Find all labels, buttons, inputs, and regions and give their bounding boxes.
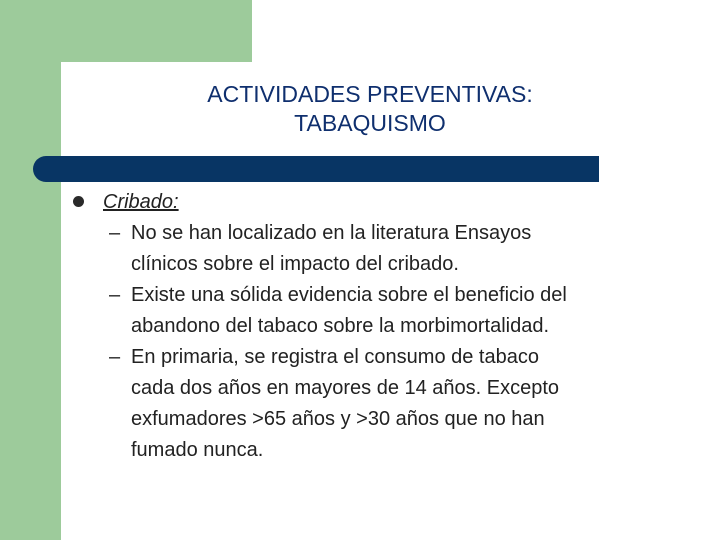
slide-title	[110, 80, 630, 138]
sub-item-line: clínicos sobre el impacto del cribado.	[131, 253, 459, 275]
sub-item-line: exfumadores >65 años y >30 años que no han	[131, 408, 545, 430]
bullet-item-cribado	[73, 187, 673, 218]
dash-icon: –	[109, 346, 121, 368]
sub-item-line: abandono del tabaco sobre la morbimortalidad.	[131, 315, 550, 337]
slide-body	[73, 187, 673, 466]
title-divider-bar	[33, 156, 599, 182]
sub-item-1	[73, 218, 673, 280]
title-line-1: ACTIVIDADES PREVENTIVAS:	[207, 81, 533, 107]
title-line-2: TABAQUISMO	[294, 110, 446, 136]
sub-item-line: Existe una sólida evidencia sobre el beneficio del	[131, 284, 567, 306]
dash-icon: –	[109, 284, 121, 306]
sub-item-line: En primaria, se registra el consumo de tabaco	[131, 346, 539, 368]
bullet-dot-icon	[73, 196, 84, 207]
bullet-label: Cribado:	[103, 191, 179, 213]
sub-item-line: No se han localizado en la literatura Ensayos	[131, 222, 532, 244]
sub-item-line: cada dos años en mayores de 14 años. Excepto	[131, 377, 560, 399]
sub-item-3	[73, 342, 673, 466]
dash-icon: –	[109, 222, 121, 244]
green-side-strip	[0, 0, 61, 540]
sub-item-line: fumado nunca.	[131, 439, 264, 461]
sub-item-2	[73, 280, 673, 342]
